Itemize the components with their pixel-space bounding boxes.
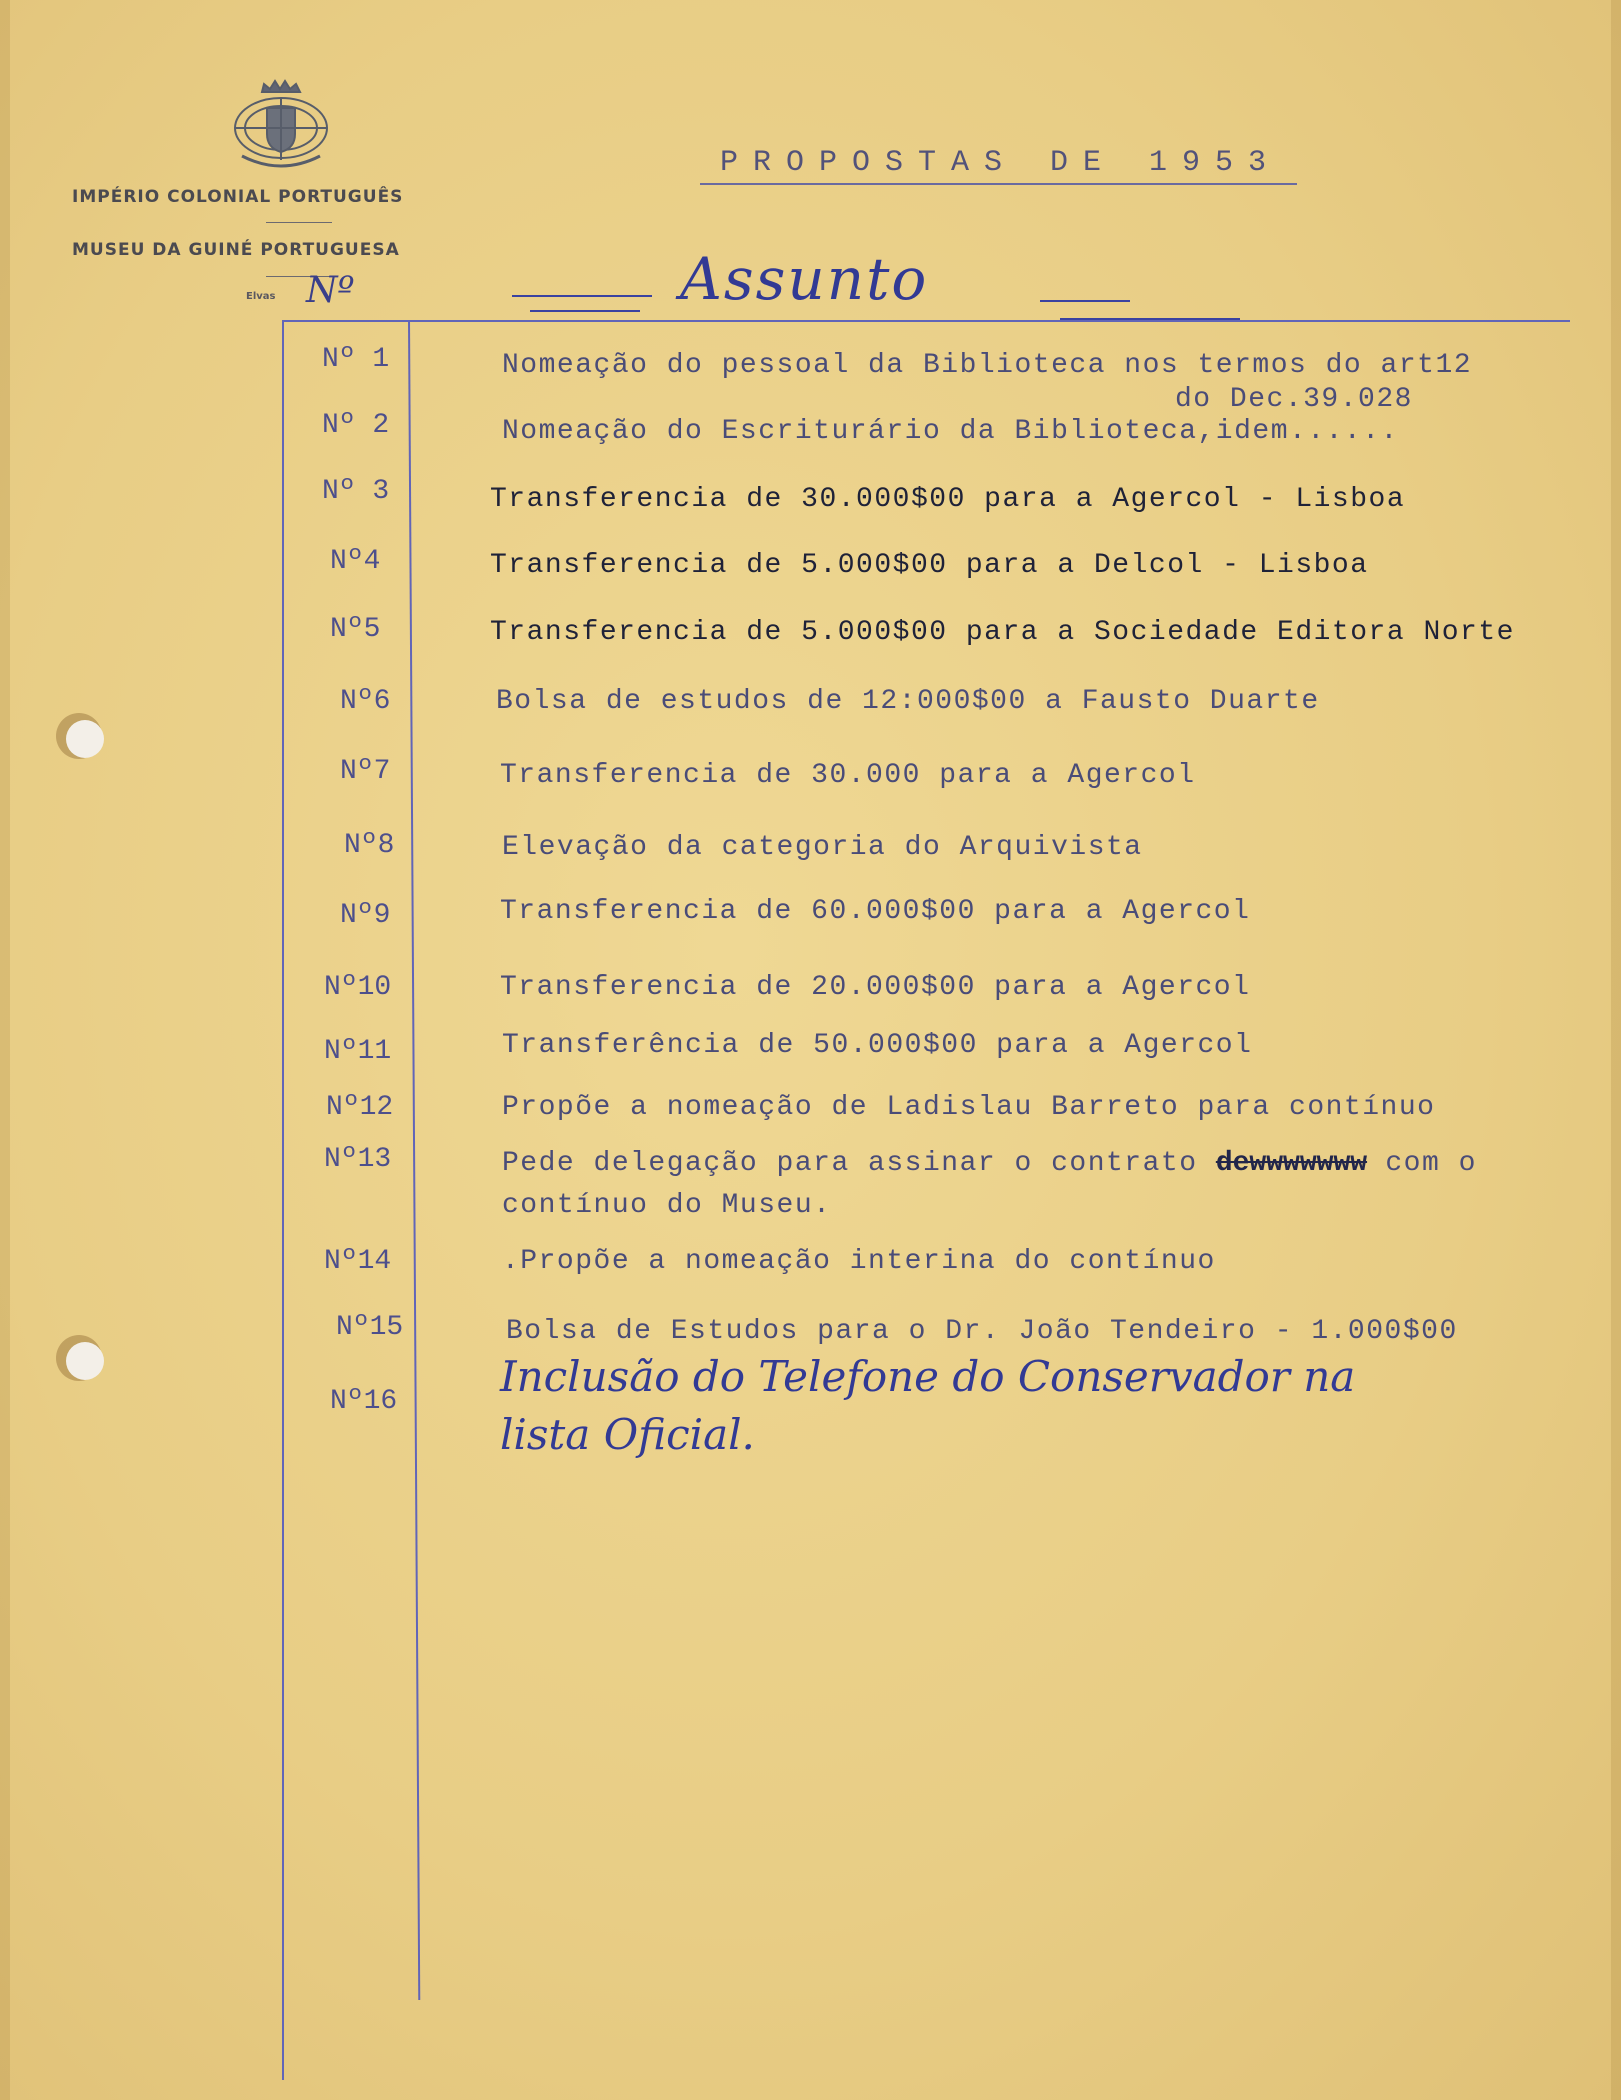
proposal-subject: Bolsa de estudos de 12:000$00 a Fausto Duarte [496,686,1320,717]
table-left-rule [282,320,284,2080]
letterhead-museum: MUSEU DA GUINÉ PORTUGUESA [72,240,400,260]
proposal-subject: Transferência de 50.000$00 para a Agercol [502,1030,1253,1061]
proposal-subject-continuation: contínuo do Museu. [502,1190,832,1221]
proposal-number: Nº 3 [322,476,390,507]
page-edge-shadow [1611,0,1621,2100]
proposal-number: Nº6 [340,686,391,717]
proposal-number: Nº16 [330,1386,398,1417]
proposal-number: Nº8 [344,830,395,861]
letterhead-divider [266,222,332,223]
subject-column-heading: Assunto [680,245,929,313]
title-underline [700,183,1297,185]
table-column-rule [408,320,420,2000]
proposal-number: Nº5 [330,614,381,645]
proposal-number: Nº14 [324,1246,392,1277]
punch-hole [66,1342,104,1380]
proposal-subject: Transferencia de 60.000$00 para a Agercol [500,896,1251,927]
coat-of-arms-icon [222,78,340,174]
proposal-subject: Propõe a nomeação de Ladislau Barreto para contínuo [502,1092,1436,1123]
proposal-subject-continuation: do Dec.39.028 [1175,384,1413,415]
proposal-subject: Bolsa de Estudos para o Dr. João Tendeiro - 1.000$00 [506,1316,1458,1347]
proposal-number: Nº10 [324,972,392,1003]
proposal-number: Nº11 [324,1036,392,1067]
heading-dash [512,295,652,297]
proposal-number: Nº12 [326,1092,394,1123]
proposal-subject: Transferencia de 30.000 para a Agercol [500,760,1196,791]
proposal-subject: Transferencia de 20.000$00 para a Agercol [500,972,1251,1003]
proposal-subject [502,1148,1477,1179]
page-title: PROPOSTAS DE 1953 [720,146,1282,180]
number-column-heading: Nº [306,270,355,311]
proposal-subject: Transferencia de 5.000$00 para a Sociedade Editora Norte [490,617,1515,648]
proposal-number: Nº13 [324,1144,392,1175]
proposal-number: Nº 1 [322,344,390,375]
proposal-number: Nº 2 [322,410,390,441]
letterhead-empire: IMPÉRIO COLONIAL PORTUGUÊS [72,187,404,207]
heading-dash [1040,300,1130,302]
proposal-number: Nº7 [340,756,391,787]
proposal-subject: Transferencia de 5.000$00 para a Delcol - Lisboa [490,550,1369,581]
table-header-rule [282,320,1570,322]
proposal-number: Nº4 [330,546,381,577]
punch-hole [66,720,104,758]
handwritten-subject: Inclusão do Telefone do Conservador na [500,1352,1356,1401]
handwritten-subject-continuation: lista Oficial. [500,1410,755,1459]
proposal-number: Nº15 [336,1312,404,1343]
proposal-subject: Nomeação do pessoal da Biblioteca nos termos do art12 [502,350,1473,381]
proposal-subject-text: com o [1385,1148,1477,1179]
proposal-subject-text: Pede delegação para assinar o contrato [502,1148,1198,1179]
page-edge-shadow [0,0,10,2100]
letterhead-stamp-small: Elvas [246,291,276,302]
proposal-subject: Nomeação do Escriturário da Biblioteca,idem...... [502,416,1399,447]
struck-text: dewwwwwww [1215,1148,1368,1179]
heading-dash [530,310,640,312]
proposal-subject: .Propõe a nomeação interina do contínuo [502,1246,1216,1277]
proposal-number: Nº9 [340,900,391,931]
proposal-subject: Transferencia de 30.000$00 para a Agercol - Lisboa [490,484,1406,515]
proposal-subject: Elevação da categoria do Arquivista [502,832,1143,863]
